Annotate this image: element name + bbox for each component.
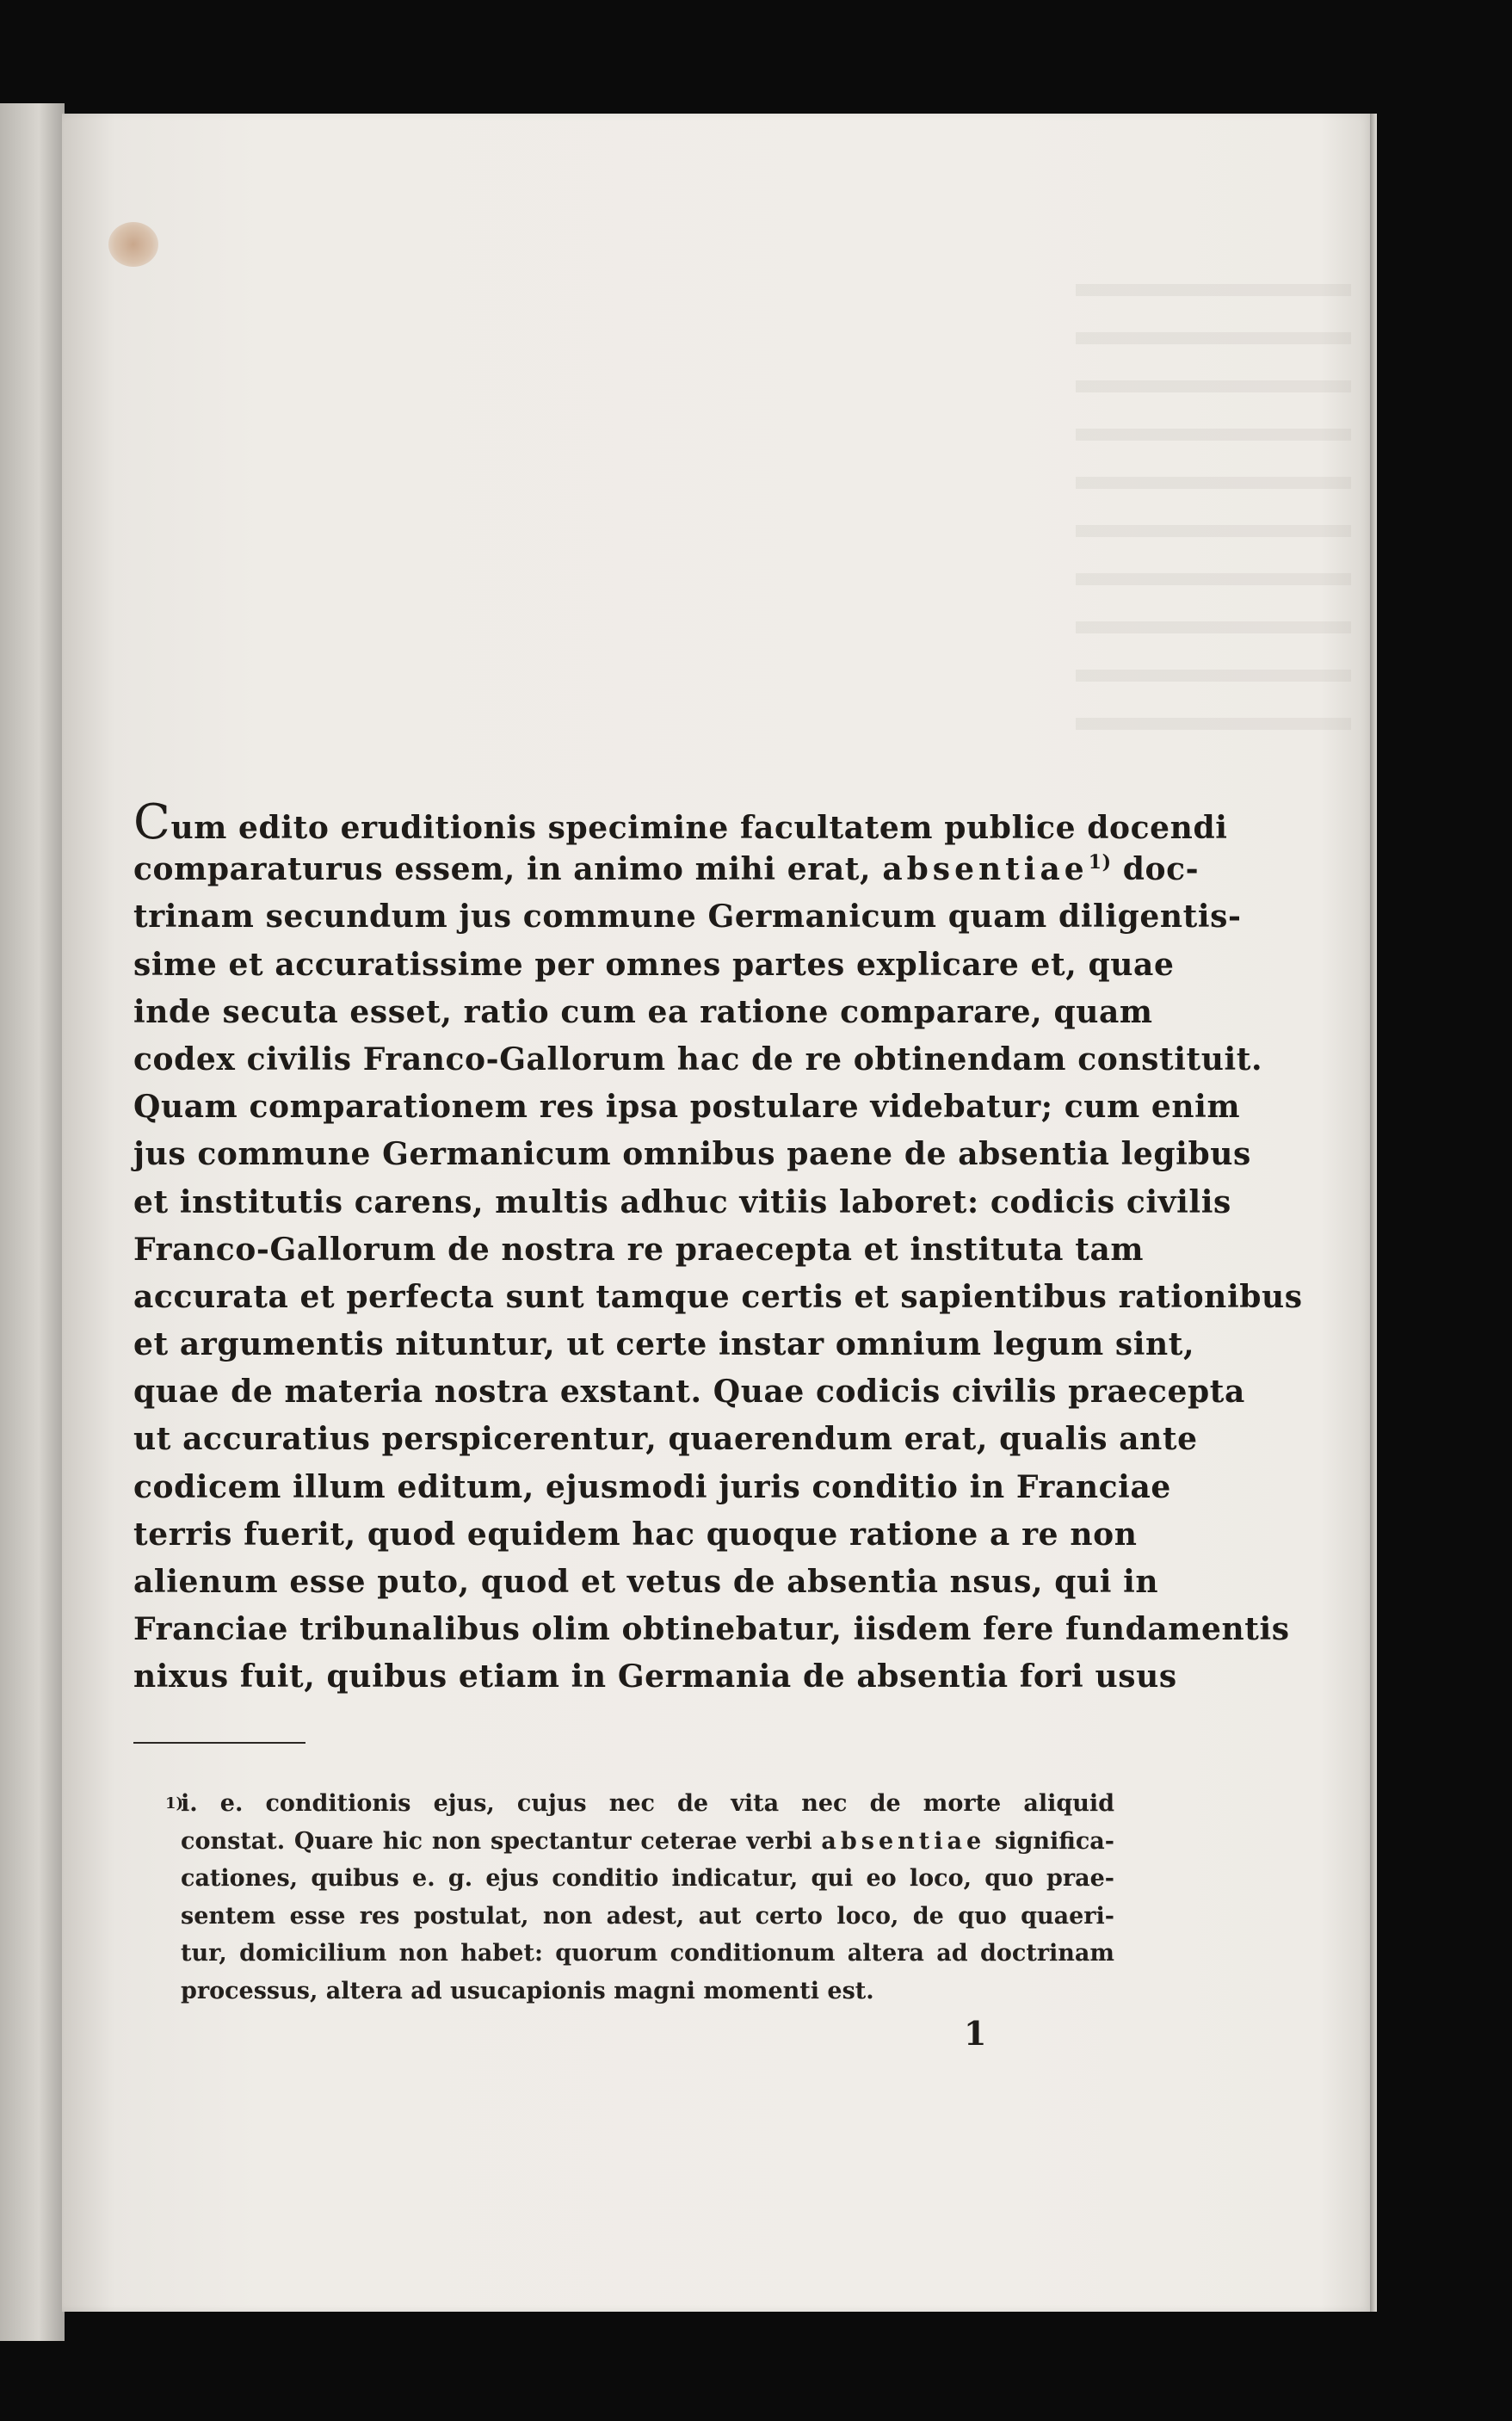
emphasized-word: absentiae — [882, 851, 1089, 888]
footnote — [165, 1785, 1115, 2010]
text-line-6: codex civilis Franco-Gallorum hac de re obtinendam constituit. — [133, 1041, 1263, 1078]
main-text-block — [133, 794, 1303, 1701]
text-line-7: Quam comparationem res ipsa postulare videbatur; cum enim — [133, 1089, 1241, 1126]
text-line-3: trinam secundum jus commune Germanicum quam diligentis- — [133, 899, 1242, 936]
text-line-9: et institutis carens, multis adhuc vitiis laboret: codicis civilis — [133, 1183, 1231, 1220]
show-through-text — [1076, 284, 1351, 732]
text-line-14: ut accuratius perspicerentur, quaerendum erat, qualis ante — [133, 1421, 1198, 1458]
drop-cap: C — [133, 794, 171, 850]
page-right-edge — [1370, 114, 1377, 2312]
footnote-line-5: tur, domicilium non habet: quorum conditionum altera ad doctrinam — [181, 1940, 1114, 1967]
footnote-reference: 1) — [1088, 851, 1112, 874]
text-line-12: et argumentis nituntur, ut certe instar omnium legum sint, — [133, 1326, 1195, 1363]
footnote-separator — [133, 1742, 305, 1744]
footnote-line-3: cationes, quibus e. g. ejus conditio indicatur, qui eo loco, quo prae- — [181, 1865, 1114, 1893]
footnote-line-1: i. e. conditionis ejus, cujus nec de vita nec de morte aliquid — [181, 1790, 1114, 1817]
page-number: 1 — [964, 2014, 987, 2053]
text-line-2: comparaturus essem, in animo mihi erat, absentiae$^{1)}$ doc- — [133, 851, 1200, 888]
text-line-8: jus commune Germanicum omnibus paene de absentia legibus — [133, 1136, 1251, 1173]
text-line-13: quae de materia nostra exstant. Quae codicis civilis praecepta — [133, 1374, 1245, 1411]
text-line-16: terris fuerit, quod equidem hac quoque ratione a re non — [133, 1516, 1138, 1553]
text-line-17: alienum esse puto, quod et vetus de absentia nsus, qui in — [133, 1564, 1159, 1600]
text-line-15: codicem illum editum, ejusmodi juris conditio in Franciae — [133, 1468, 1171, 1505]
main-paragraph — [133, 794, 1303, 1701]
text-line-10: Franco-Gallorum de nostra re praecepta et instituta tam — [133, 1231, 1145, 1268]
facing-page-edge — [0, 103, 65, 2341]
text-line-1: Cum edito eruditionis specimine facultatem publice docendi — [133, 794, 1228, 850]
text-line-19: nixus fuit, quibus etiam in Germania de absentia fori usus — [133, 1658, 1177, 1695]
footnote-emphasized-word: absentiae — [821, 1827, 986, 1855]
footnote-mark: 1) — [165, 1794, 184, 1813]
text-line-18: Franciae tribunalibus olim obtinebatur, iisdem fere fundamentis — [133, 1611, 1290, 1648]
text-line-11: accurata et perfecta sunt tamque certis et sapientibus rationibus — [133, 1278, 1303, 1315]
footnote-line-2: constat. Quare hic non spectantur ceterae verbi absentiae significa- — [181, 1827, 1115, 1855]
text-line-4: sime et accuratissime per omnes partes explicare et, quae — [133, 946, 1175, 983]
text-line-5: inde secuta esset, ratio cum ea ratione comparare, quam — [133, 993, 1153, 1030]
paper-stain — [108, 222, 158, 267]
footnote-line-6: processus, altera ad usucapionis magni momenti est. — [181, 1977, 874, 2004]
footnote-line-4: sentem esse res postulat, non adest, aut certo loco, de quo quaeri- — [181, 1902, 1114, 1930]
